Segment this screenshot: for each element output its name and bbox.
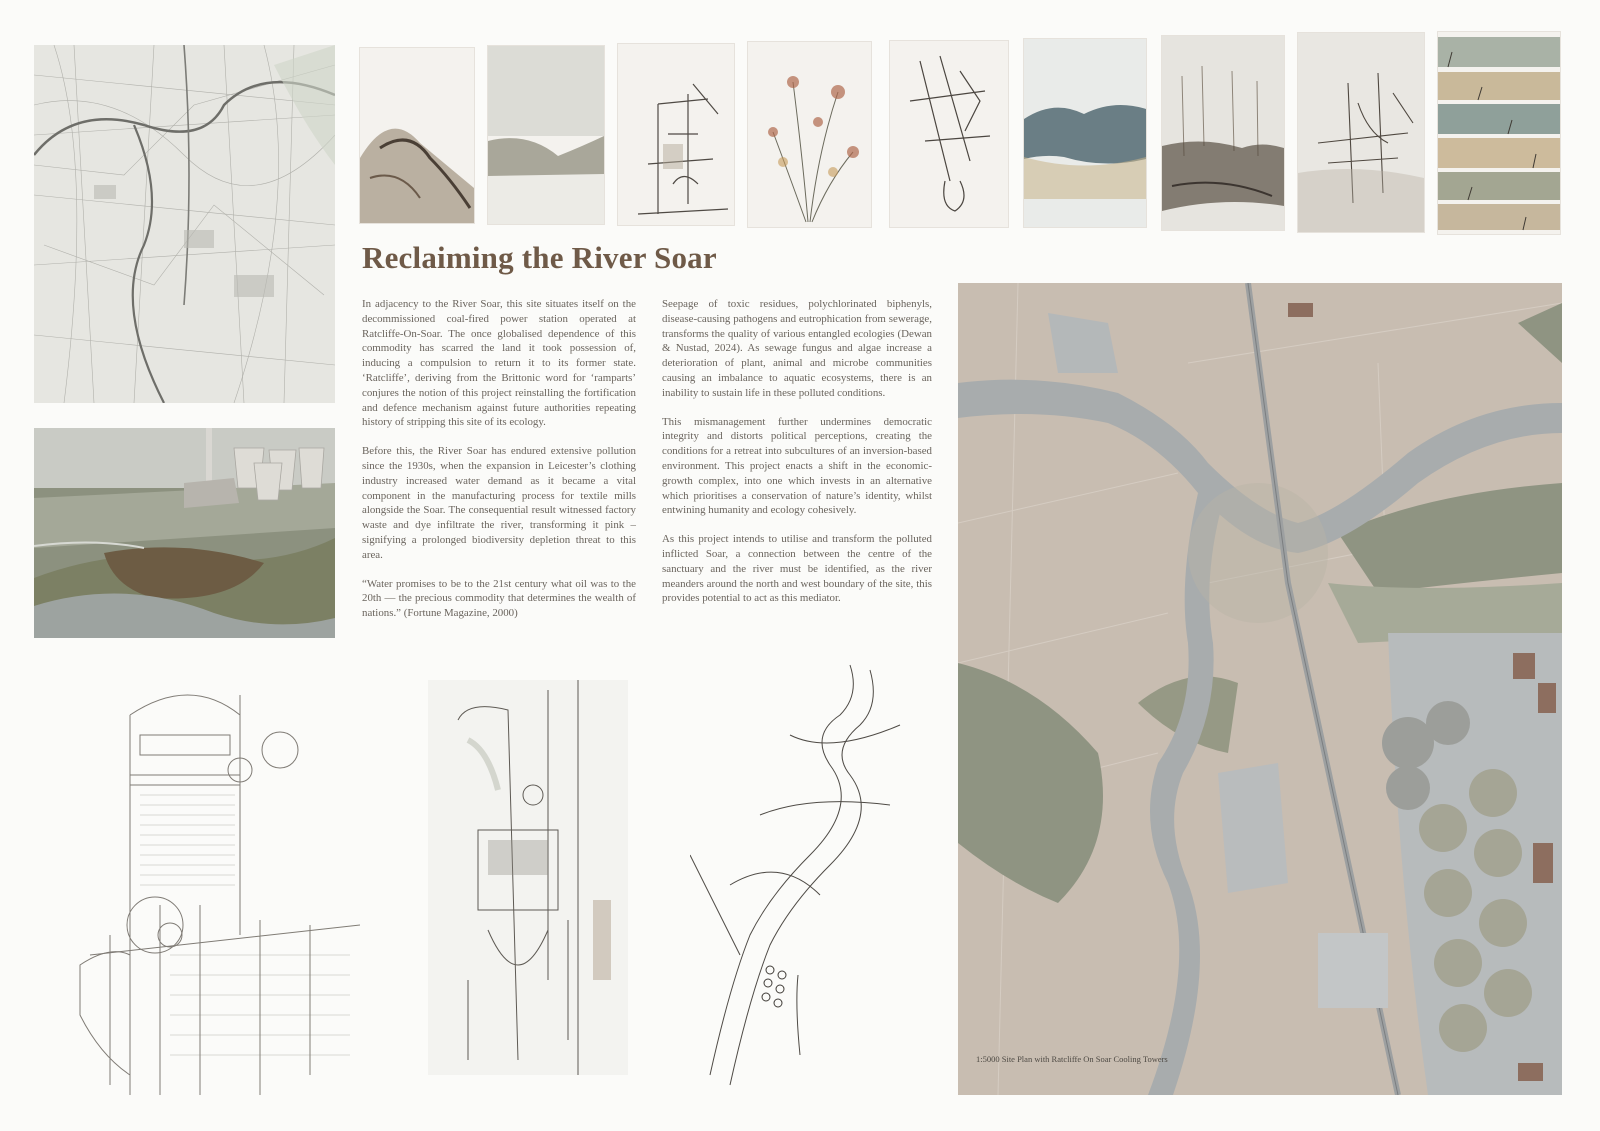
page-title: Reclaiming the River Soar <box>362 240 717 275</box>
text-column-left <box>362 297 636 635</box>
paragraph: As this project intends to utilise and transform the polluted inflicted Soar, a connection between the centre of the sanctuary and the river must be identified, as the river meanders around the north and west boundary of the site, this provides potential to act as this mediator. <box>662 533 932 605</box>
pier-structure-sketch <box>1297 32 1425 233</box>
dark-landscape-sketch <box>1161 35 1285 231</box>
power-station-aerial-photo <box>34 428 335 638</box>
tower-section-drawing <box>428 680 628 1075</box>
quote-paragraph: “Water promises to be to the 21st century what oil was to the 20th — the precious commodity that determines the wealth of nations.” (Fortune Magazine, 2000) <box>362 577 636 620</box>
watercolour-sketch-1 <box>359 47 475 224</box>
tower-ink-sketch <box>617 43 735 226</box>
paragraph: This mismanagement further undermines democratic integrity and distorts political perceptions, creating the conditions for a retreat into subcultures of an inversion-based environment. This project enacts a shift in the economic-growth complex, into one which invests in an alternative which prioritises a conservation of nature’s identity, whilst entwining humanity and ecology cohesively. <box>662 415 932 517</box>
structure-ink-sketch <box>889 40 1009 228</box>
site-plan-caption: 1:5000 Site Plan with Ratcliffe On Soar Cooling Towers <box>976 1054 1168 1064</box>
watercolour-sketch-2 <box>487 45 605 225</box>
historic-map-image <box>34 45 335 403</box>
text-column-right <box>662 297 932 620</box>
river-line-drawing <box>690 655 930 1095</box>
site-plan-map <box>958 283 1562 1095</box>
mechanical-ink-drawing <box>50 655 360 1100</box>
wildflowers-sketch <box>747 41 872 228</box>
paragraph: Before this, the River Soar has endured extensive pollution since the 1930s, when the expansion in Leicester’s clothing industry increased water demand as it became a vital component in the manufacturing process for textile mills alongside the Soar. The consequential result witnessed factory waste and dye infiltrate the river, transforming it pink – signifying a prolonged biodiversity depletion threat to this area. <box>362 445 636 561</box>
paragraph: In adjacency to the River Soar, this site situates itself on the decommissioned coal-fired power station operated at Ratcliffe-On-Soar. The once globalised dependence of this commodity has scarred the land it took possession of, inducing a compulsion to return it to its former state. ‘Ratcliffe’, deriving from the Brittonic word for ‘ramparts’ conjures the notion of this project reinstalling the fortification and defence mechanism against future authorities repeating history of stripping this site of its ecology. <box>362 298 636 429</box>
striped-landscape-sketch <box>1437 31 1561 235</box>
blue-watercolour-sketch <box>1023 38 1147 228</box>
paragraph: Seepage of toxic residues, polychlorinated biphenyls, disease-causing pathogens and eutrophication from sewerage, transforms the quality of various entangled ecologies (Dewan & Nustad, 2024). As sewage fungus and algae increase a deterioration of plant, animal and microbe communities causing an imbalance to aquatic ecosystems, there is an inability to sustain life in these polluted conditions. <box>662 298 932 399</box>
